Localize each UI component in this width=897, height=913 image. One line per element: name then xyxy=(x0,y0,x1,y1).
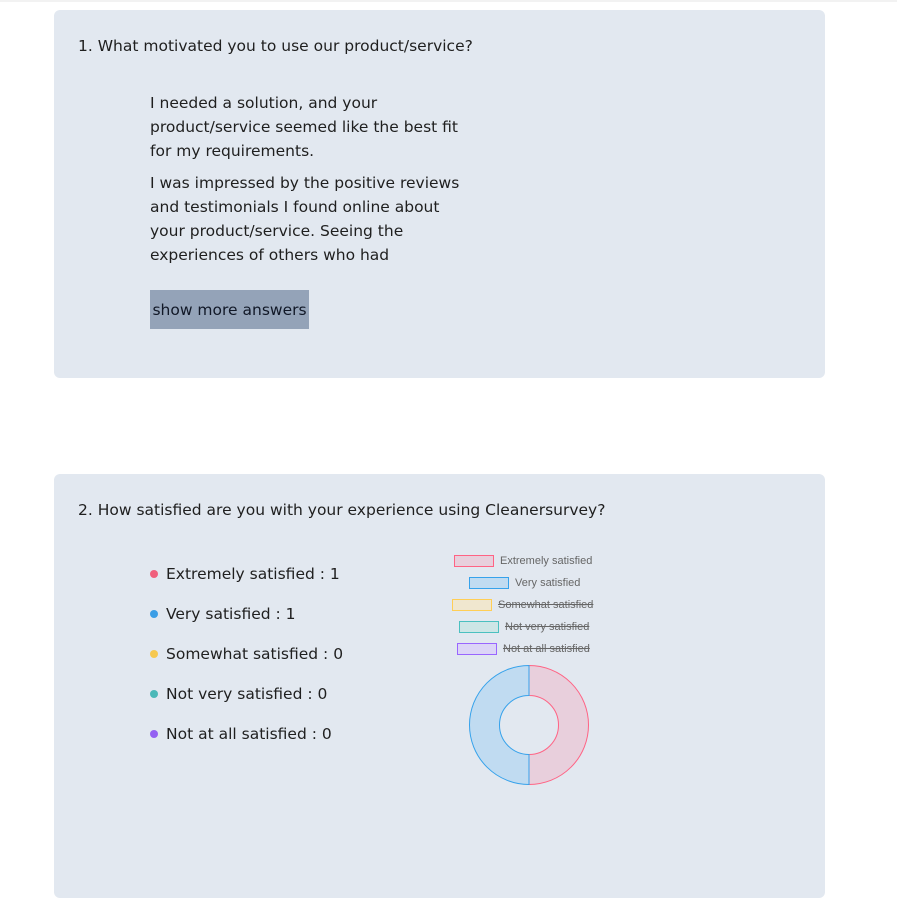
option-label: Very satisfied : 1 xyxy=(166,605,296,623)
legend-item-not-very-satisfied[interactable] xyxy=(459,620,589,634)
question-card-1 xyxy=(54,10,825,378)
option-label: Extremely satisfied : 1 xyxy=(166,565,340,583)
option-stat xyxy=(150,554,343,594)
bullet-dot-icon xyxy=(150,690,158,698)
legend-label: Extremely satisfied xyxy=(500,555,593,567)
option-stat xyxy=(150,594,343,634)
legend-swatch-icon xyxy=(454,555,494,567)
bullet-dot-icon xyxy=(150,610,158,618)
legend-label: Very satisfied xyxy=(515,577,581,589)
legend-label: Not at all satisfied xyxy=(503,643,590,655)
legend-swatch-icon xyxy=(459,621,499,633)
top-divider xyxy=(0,0,897,2)
legend-item-somewhat-satisfied[interactable] xyxy=(452,598,593,612)
bullet-dot-icon xyxy=(150,650,158,658)
option-label: Somewhat satisfied : 0 xyxy=(166,645,344,663)
doughnut-slice-extremely-satisfied[interactable] xyxy=(529,666,589,785)
show-more-answers-button[interactable]: show more answers xyxy=(150,290,309,329)
legend-item-not-at-all-satisfied[interactable] xyxy=(457,642,590,656)
legend-item-very-satisfied[interactable] xyxy=(469,576,580,590)
answers-list xyxy=(150,91,470,275)
option-stat xyxy=(150,674,343,714)
question-title: 1. What motivated you to use our product/service? xyxy=(78,37,473,55)
question-title: 2. How satisfied are you with your experience using Cleanersurvey? xyxy=(78,501,606,519)
legend-label: Not very satisfied xyxy=(505,621,590,633)
bullet-dot-icon xyxy=(150,570,158,578)
legend-swatch-icon xyxy=(469,577,509,589)
option-stat xyxy=(150,714,343,754)
options-list xyxy=(150,554,343,754)
legend-label: Somewhat satisfied xyxy=(498,599,594,611)
satisfaction-doughnut-chart xyxy=(468,664,590,786)
question-card-2 xyxy=(54,474,825,898)
answer-text: I was impressed by the positive reviews and testimonials I found online about your product/service. Seeing the experiences of others who had xyxy=(150,174,460,264)
bullet-dot-icon xyxy=(150,730,158,738)
option-label: Not very satisfied : 0 xyxy=(166,685,328,703)
legend-item-extremely-satisfied[interactable] xyxy=(454,554,592,568)
option-stat xyxy=(150,634,343,674)
legend-swatch-icon xyxy=(457,643,497,655)
doughnut-slice-very-satisfied[interactable] xyxy=(470,666,530,785)
answer-text: I needed a solution, and your product/service seemed like the best fit for my requirements. xyxy=(150,94,458,160)
legend-swatch-icon xyxy=(452,599,492,611)
option-label: Not at all satisfied : 0 xyxy=(166,725,332,743)
